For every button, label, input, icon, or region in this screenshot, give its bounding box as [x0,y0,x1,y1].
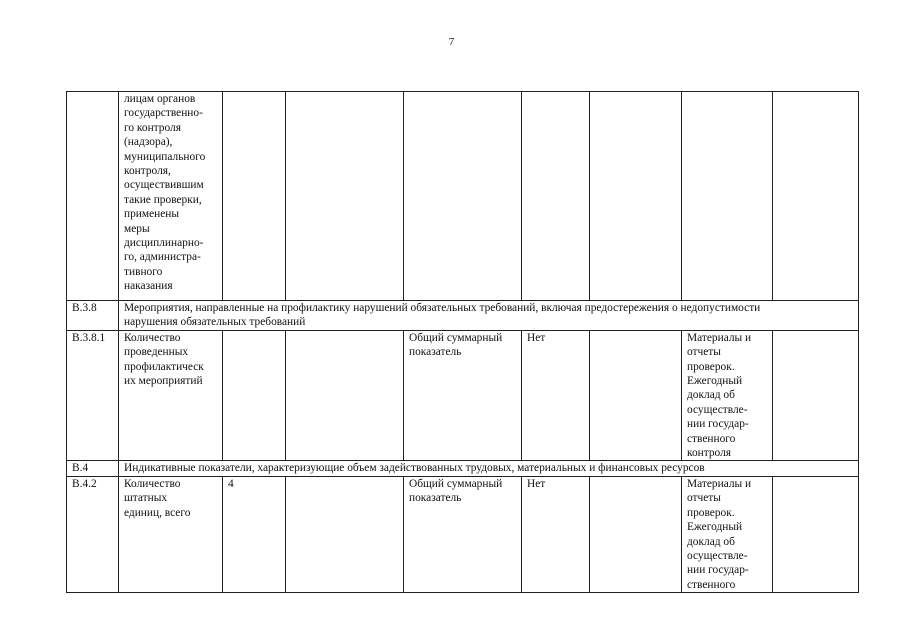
flag-cell: Нет [522,330,590,461]
cell-line: Общий суммарный [409,331,503,344]
cell-line: ственного [687,432,736,445]
name-cell [119,476,223,592]
section-row [67,461,859,476]
section-title: Индикативные показатели, характеризующие объем задействованных трудовых, материальных и финансовых ресурсов [119,461,859,476]
cell-line: (надзора), [124,136,173,149]
source-cell [682,330,773,461]
code-cell [67,92,119,301]
cell-line: применены [124,208,180,221]
page-number: 7 [448,36,455,48]
table-row [67,330,859,461]
cell-line: осуществившим [124,179,204,192]
empty-cell [286,476,404,592]
cell-line: показатель [409,492,462,505]
cell-line: проведенных [124,346,189,359]
empty-cell [286,92,404,301]
cell-line: доклад об [687,389,735,402]
empty-cell [522,92,590,301]
empty-cell [773,330,859,461]
cell-line: ственного [687,578,736,591]
cell-line: осуществле- [687,549,748,562]
empty-cell [590,476,682,592]
cell-line: муниципального [124,150,206,163]
cell-line: Количество [124,477,181,490]
name-cell [119,92,223,301]
empty-cell [404,92,522,301]
cell-line: Ежегодный [687,375,743,388]
empty-cell [286,330,404,461]
cell-line: осуществле- [687,403,748,416]
code-cell: B.4.2 [67,476,119,592]
value-cell: 4 [223,476,286,592]
section-title [119,301,859,331]
type-cell [404,330,522,461]
cell-line: проверок. [687,506,735,519]
empty-cell [773,476,859,592]
cell-line: тивного [124,265,163,278]
table-row [67,476,859,592]
cell-line: Ежегодный [687,521,743,534]
cell-line: Количество [124,331,181,344]
cell-line: профилактическ [124,360,204,373]
cell-line: отчеты [687,492,721,505]
code-cell: B.3.8 [67,301,119,331]
value-cell [223,330,286,461]
name-cell [119,330,223,461]
cell-line: нарушения обязательных требований [124,316,306,329]
source-cell [682,476,773,592]
cell-line: такие проверки, [124,193,202,206]
cell-line: нии государ- [687,418,749,431]
cell-line: показатель [409,346,462,359]
cell-line: го контроля [124,121,181,134]
cell-line: отчеты [687,346,721,359]
cell-line: контроля [687,447,732,460]
cell-line: наказания [124,280,173,293]
empty-cell [773,92,859,301]
section-row [67,301,859,331]
cell-line: единиц, всего [124,506,191,519]
cell-line: го, администра- [124,251,201,264]
table-row [67,92,859,301]
cell-line: проверок. [687,360,735,373]
cell-line: их мероприятий [124,375,203,388]
flag-cell: Нет [522,476,590,592]
cell-line: контроля, [124,165,171,178]
indicators-table [66,91,859,593]
code-cell: B.3.8.1 [67,330,119,461]
cell-line: Материалы и [687,477,752,490]
cell-line: штатных [124,492,168,505]
cell-line: доклад об [687,535,735,548]
cell-line: Материалы и [687,331,752,344]
empty-cell [590,92,682,301]
cell-line: государственно- [124,107,203,120]
cell-line: лицам органов [124,93,196,105]
cell-line: дисциплинарно- [124,237,204,250]
cell-line: Общий суммарный [409,477,503,490]
empty-cell [590,330,682,461]
cell-line: нии государ- [687,564,749,577]
empty-cell [682,92,773,301]
code-cell: B.4 [67,461,119,476]
cell-line: меры [124,222,150,235]
empty-cell [223,92,286,301]
cell-line: Мероприятия, направленные на профилактику нарушений обязательных требований, включая предостережения о недопустимости [124,302,761,314]
type-cell [404,476,522,592]
